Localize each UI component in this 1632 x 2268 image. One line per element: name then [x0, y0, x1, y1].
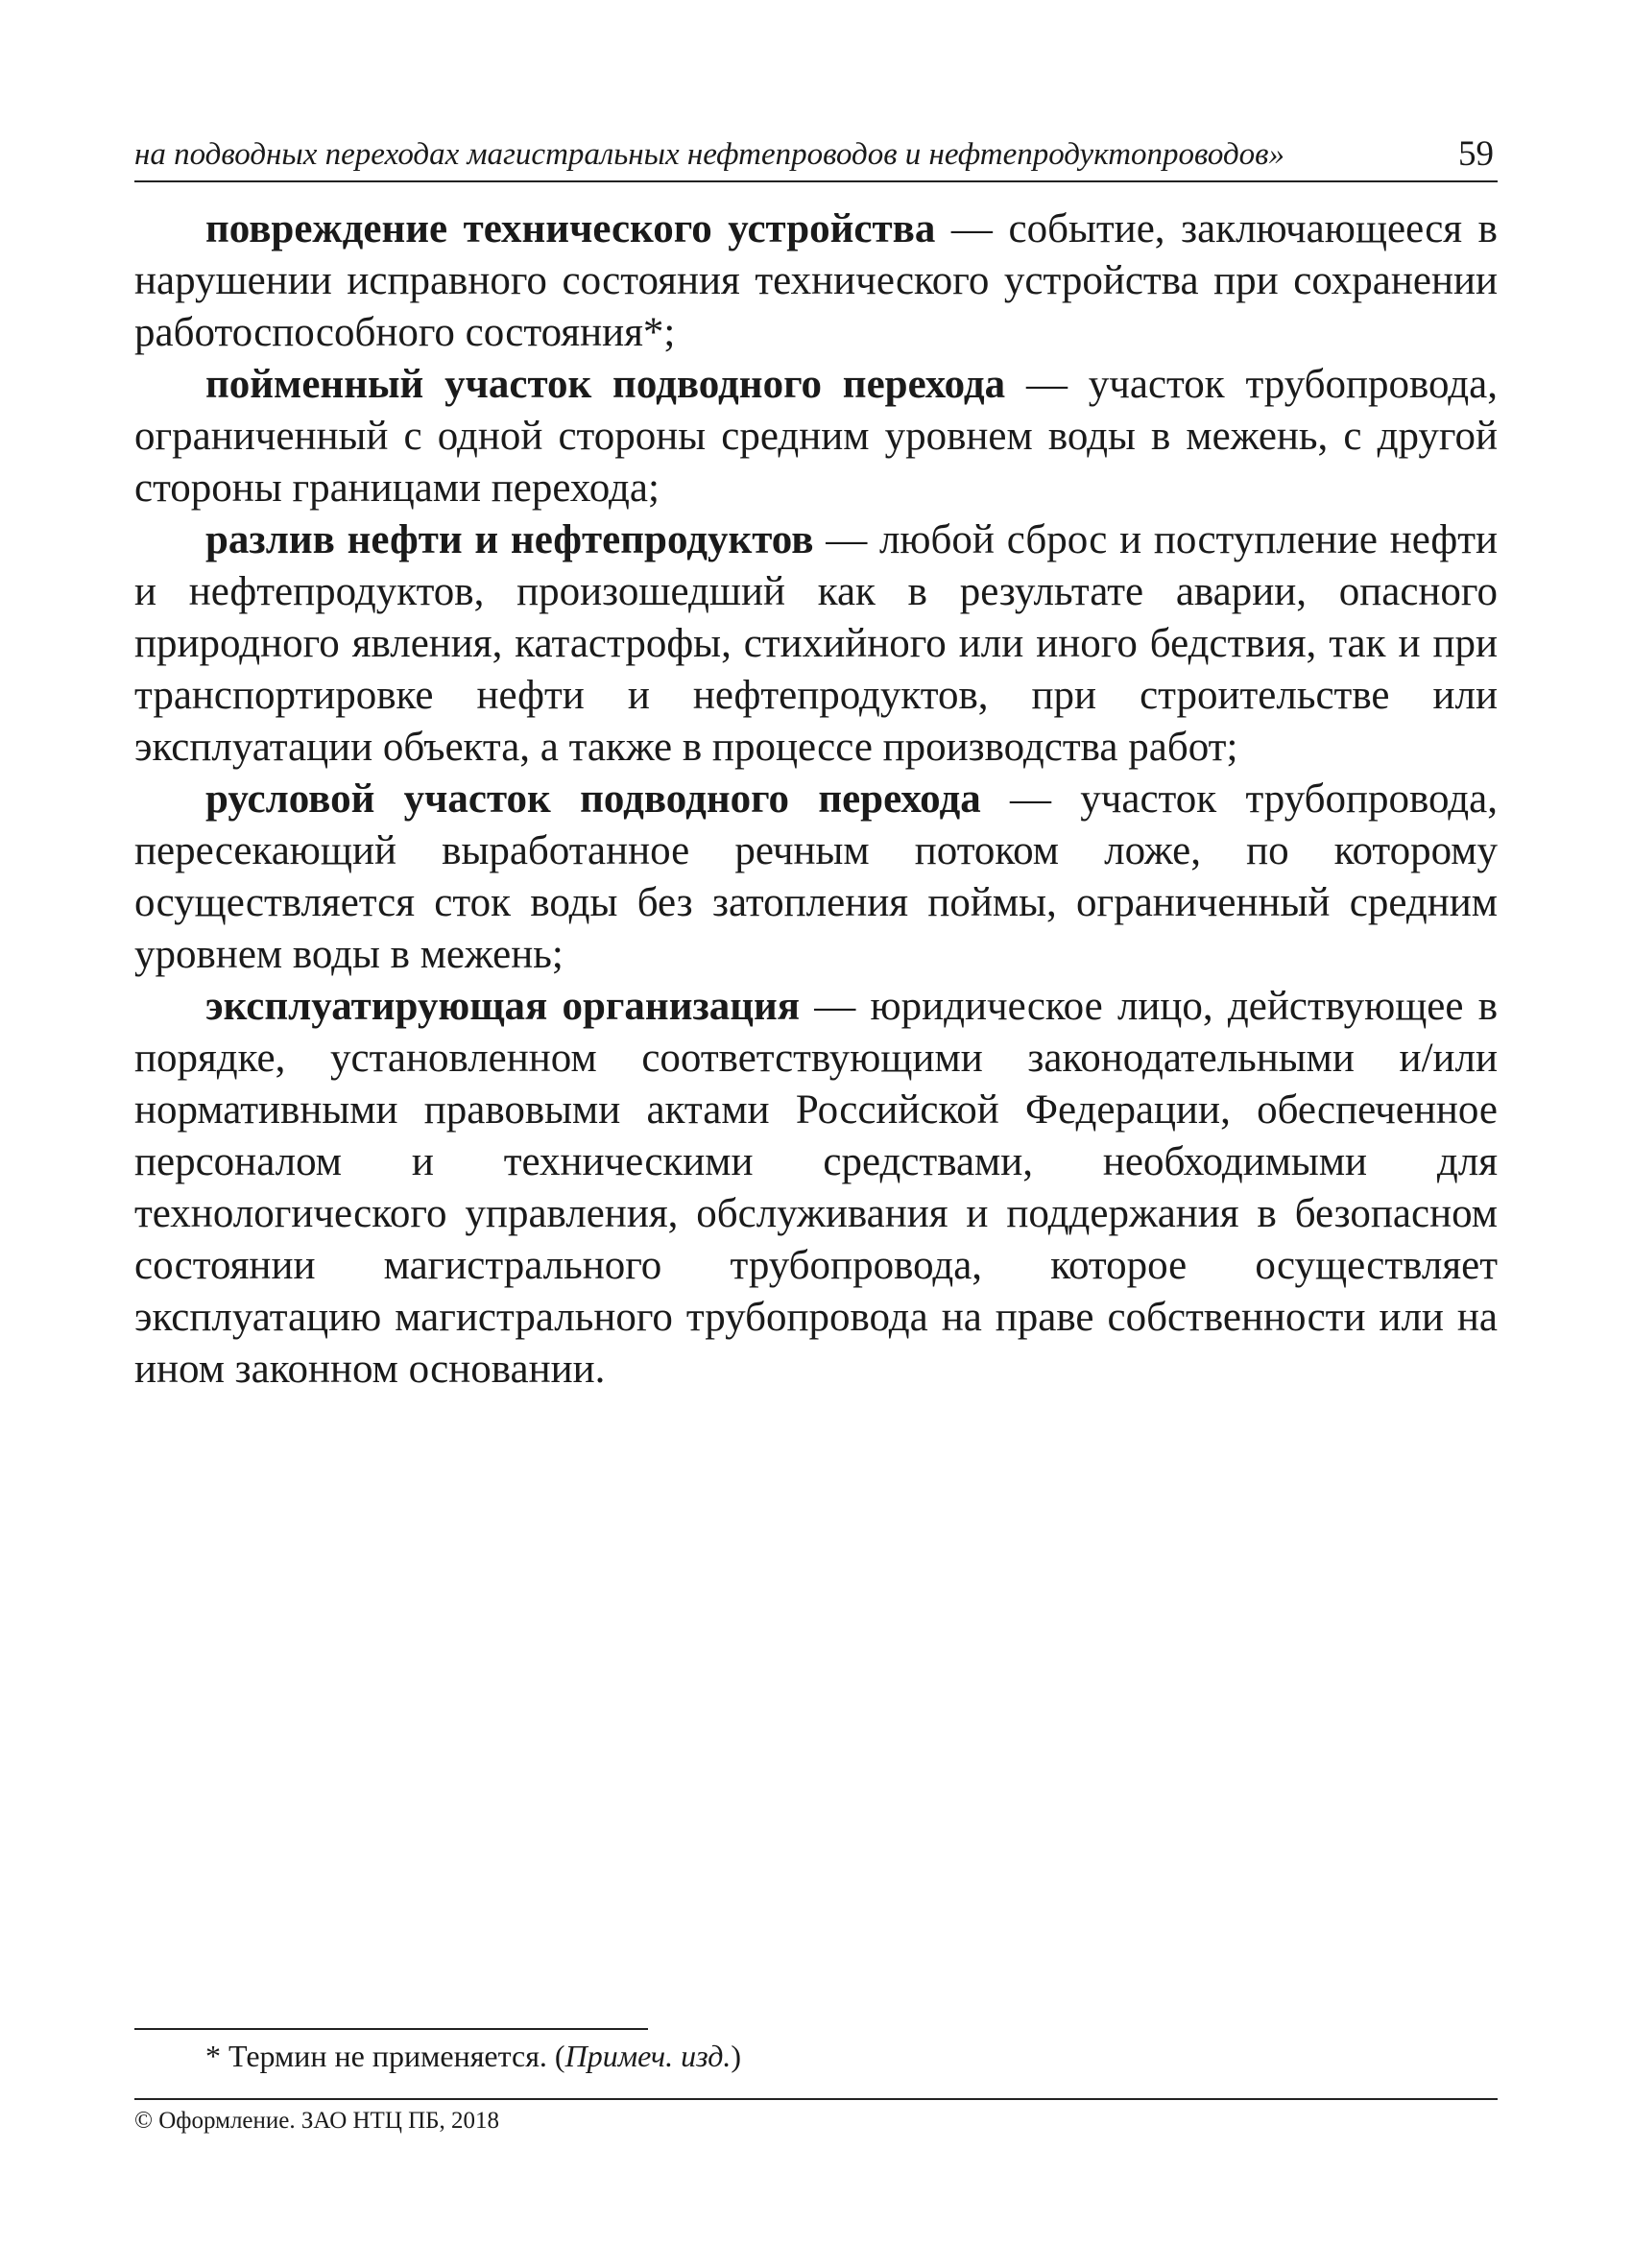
definition-text: — участок трубопровода, ограниченный с одной стороны средним уровнем воды в межень, с другой стороны границами перехода; — [134, 362, 1499, 511]
definition-entry — [134, 359, 1498, 514]
definition-term: эксплуатирующая организация — [205, 984, 801, 1029]
footnote-publisher-note: Примеч. изд. — [564, 2039, 732, 2073]
definition-text: — любой сброс и поступление нефти и нефтепродуктов, произошедший как в результате аварии, опасного природного явления, катастрофы, стихийного или иного бедствия, так и при транспортировке нефти и нефтепродуктов, при строительстве или эксплуатации объекта, а также в процессе производства работ; — [134, 517, 1498, 770]
footnote — [205, 2039, 741, 2074]
definition-text: — событие, заключающееся в нарушении исправного состояния технического устройства при сохранении работоспособного состояния*; — [134, 206, 1498, 355]
running-title: на подводных переходах магистральных нефтепроводов и нефтепродуктопроводов» — [134, 137, 1285, 172]
footnote-text: * Термин не применяется. ( — [205, 2039, 565, 2073]
definition-entry — [134, 514, 1498, 774]
definition-term: пойменный участок подводного перехода — [205, 362, 1006, 407]
definition-term: русловой участок подводного перехода — [205, 776, 981, 822]
footnote-close: ) — [731, 2039, 742, 2073]
definition-entry — [134, 203, 1498, 359]
bottom-divider — [134, 2098, 1498, 2100]
definition-entry — [134, 981, 1498, 1396]
definition-term: повреждение технического устройства — [205, 206, 936, 251]
page-number: 59 — [1458, 134, 1494, 174]
definition-text: — участок трубопровода, пересекающий выработанное речным потоком ложе, по которому осуществляется сток воды без затопления поймы, ограниченный средним уровнем воды в межень; — [134, 776, 1498, 977]
definition-entry — [134, 774, 1498, 981]
footnote-divider — [134, 2028, 648, 2030]
running-header — [134, 132, 1498, 182]
copyright-line: © Оформление. ЗАО НТЦ ПБ, 2018 — [134, 2108, 500, 2134]
definitions-list — [134, 203, 1498, 1396]
definition-term: разлив нефти и нефтепродуктов — [205, 517, 814, 562]
definition-text: — юридическое лицо, действующее в порядке, установленном соответствующими законодательными и/или нормативными правовыми актами Российской Федерации, обеспеченное персоналом и техническими средствами, необходимыми для технологического управления, обслуживания и поддержания в безопасном состоянии магистрального трубопровода, которое осуществляет эксплуатацию магистрального трубопровода на праве собственности или на ином законном основании. — [134, 984, 1498, 1392]
